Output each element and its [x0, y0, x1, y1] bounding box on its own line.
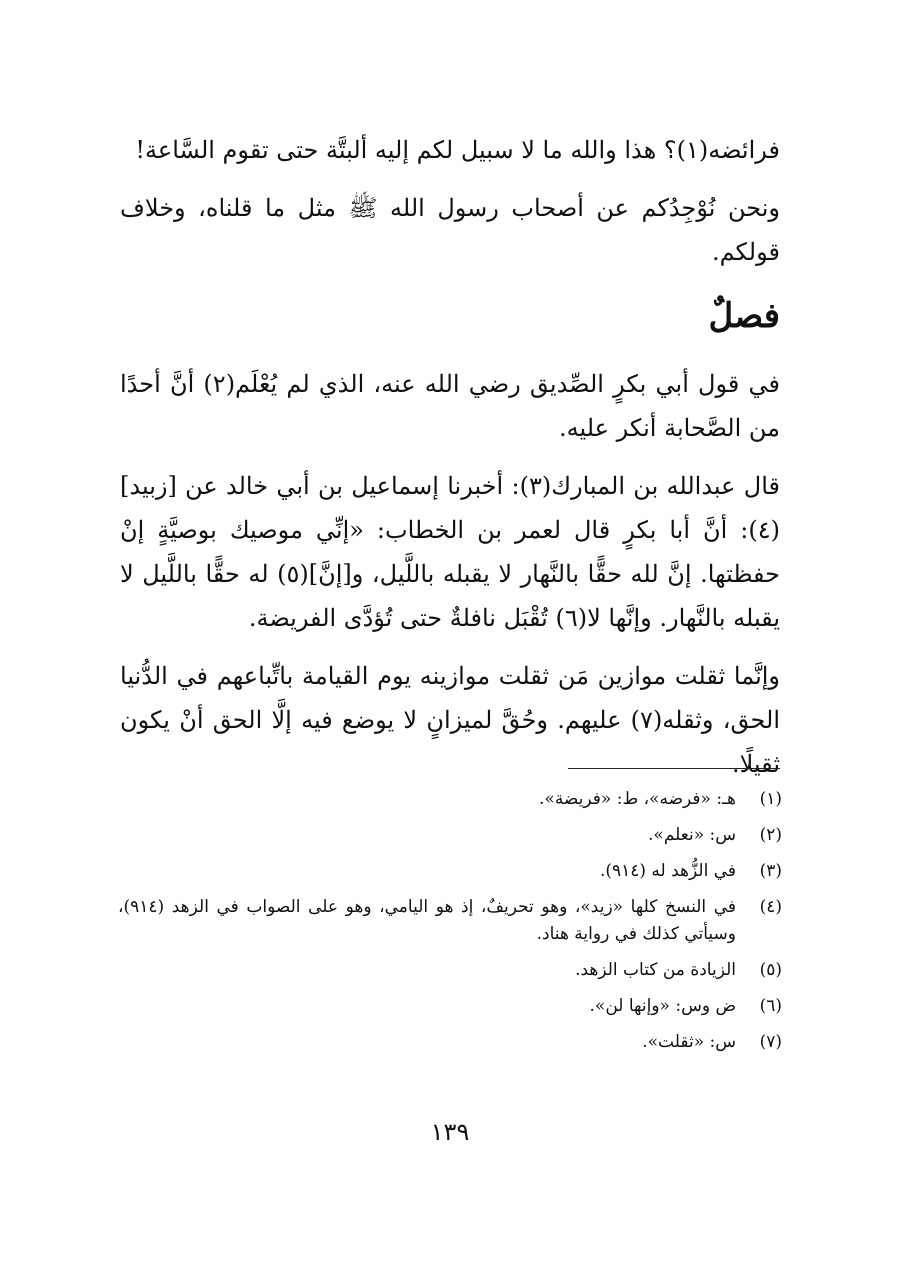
footnote-item — [118, 822, 782, 849]
footnote-number: (٣) — [759, 861, 782, 881]
footnote-text: س: «نعلم». — [648, 825, 736, 845]
footnote-text: في الزُّهد له (٩١٤). — [599, 861, 736, 881]
footnote-text: في النسخ كلها «زيد»، وهو تحريفٌ، إذ هو اليامي، وهو على الصواب في الزهد (٩١٤)، وسيأتي كذلك في رواية هناد. — [118, 897, 736, 944]
page-number: ١٣٩ — [430, 1118, 470, 1146]
paragraph-3: في قول أبي بكرٍ الصِّديق رضي الله عنه، الذي لم يُعْلَم(٢) أنَّ أحدًا من الصَّحابة أنكر عليه. — [120, 370, 780, 442]
footnote-number: (٥) — [759, 960, 782, 980]
footnote-item — [118, 993, 782, 1020]
footnote-number: (٦) — [759, 996, 782, 1016]
footnote-item — [118, 786, 782, 813]
footnote-divider — [568, 768, 780, 769]
footnote-item — [118, 957, 782, 984]
paragraph-5: وإنَّما ثقلت موازين مَن ثقلت موازينه يوم القيامة باتِّباعهم في الدُّنيا الحق، وثقله(٧) عليهم. وحُقَّ لميزانٍ لا يوضع فيه إلَّا الحق أنْ يكون ثقيلًا. — [120, 662, 781, 778]
footnote-text: ض وس: «وإنها لن». — [589, 996, 736, 1016]
footnote-number: (٧) — [759, 1032, 782, 1052]
footnote-item — [118, 858, 782, 885]
paragraph-2: ونحن نُوْجِدُكم عن أصحاب رسول الله ﷺ مثل ما قلناه، وخلاف قولكم. — [120, 194, 780, 266]
footnotes — [118, 786, 782, 1065]
footnote-item — [118, 1029, 782, 1056]
footnote-item — [118, 894, 782, 948]
paragraph-1: فرائضه(١)؟ هذا والله ما لا سبيل لكم إليه ألبتَّة حتى تقوم السَّاعة! — [135, 136, 780, 164]
footnote-number: (٤) — [759, 897, 782, 917]
footnote-number: (١) — [759, 789, 782, 809]
footnote-text: س: «ثقلت». — [642, 1032, 736, 1052]
footnote-number: (٢) — [759, 825, 782, 845]
main-text — [120, 128, 780, 786]
footnote-text: هـ: «فرضه»، ط: «فريضة». — [539, 789, 736, 809]
section-title: فصلٌ — [708, 296, 780, 336]
footnote-text: الزيادة من كتاب الزهد. — [575, 960, 736, 980]
paragraph-4: قال عبدالله بن المبارك(٣): أخبرنا إسماعيل بن أبي خالد عن [زبيد](٤): أنَّ أبا بكرٍ قال لعمر بن الخطاب: «إنِّي موصيك بوصيَّةٍ إنْ حفظتها. إنَّ لله حقًّا بالنَّهار لا يقبله باللَّيل، و[إنَّ](٥) له حقًّا باللَّيل لا يقبله بالنَّهار. وإنَّها لا(٦) تُقْبَل نافلةٌ حتى تُؤدَّى الفريضة. — [120, 472, 781, 632]
